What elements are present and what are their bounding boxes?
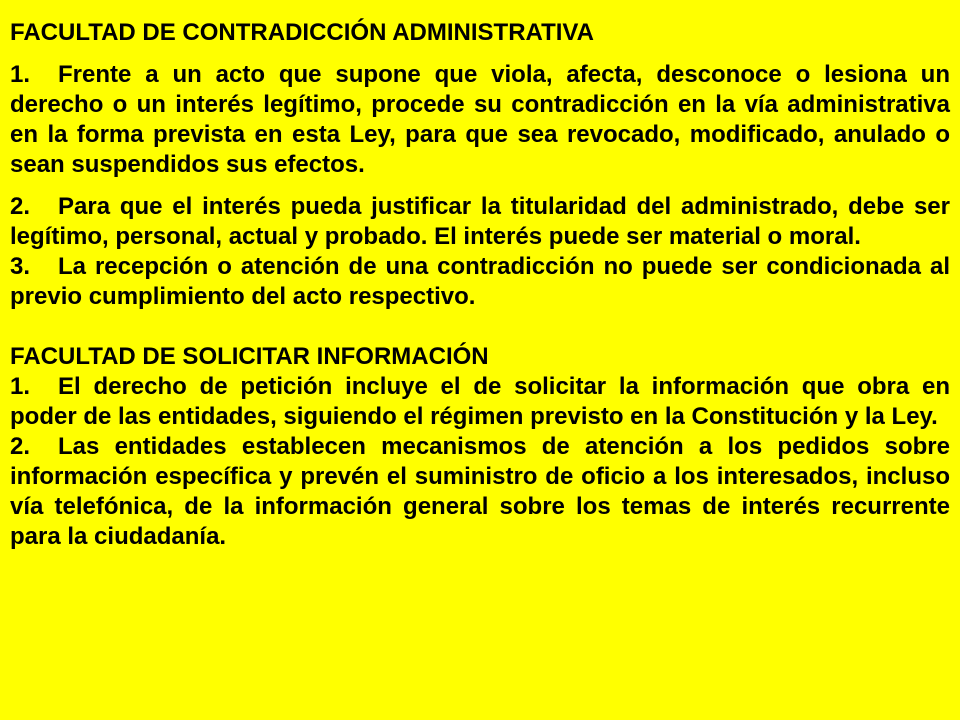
item-text: La recepción o atención de una contradicción no puede ser condicionada al previo cumplimiento del acto respectivo. (10, 253, 950, 310)
section-1-item-2 (10, 192, 950, 252)
spacer (10, 180, 950, 192)
section-2-title: FACULTAD DE SOLICITAR INFORMACIÓN (10, 343, 489, 370)
section-1-title: FACULTAD DE CONTRADICCIÓN ADMINISTRATIVA (10, 19, 594, 46)
item-number: 3. (10, 253, 31, 280)
spacer (10, 48, 950, 60)
spacer (10, 312, 950, 342)
item-text: Para que el interés pueda justificar la titularidad del administrado, debe ser legítimo, personal, actual y probado. El interés puede ser material o moral. (10, 193, 950, 250)
item-text: Frente a un acto que supone que viola, afecta, desconoce o lesiona un derecho o un interés legítimo, procede su contradicción en la vía administrativa en la forma prevista en esta Ley, para que sea revocado, modificado, anulado o sean suspendidos sus efectos. (10, 61, 950, 178)
section-1-item-3 (10, 252, 950, 312)
item-number: 1. (10, 61, 31, 88)
item-text: El derecho de petición incluye el de solicitar la información que obra en poder de las entidades, siguiendo el régimen previsto en la Constitución y la Ley. (10, 373, 950, 430)
item-text: Las entidades establecen mecanismos de atención a los pedidos sobre información específica y prevén el suministro de oficio a los interesados, incluso vía telefónica, de la información general sobre los temas de interés recurrente para la ciudadanía. (10, 433, 950, 550)
item-number: 1. (10, 373, 31, 400)
item-number: 2. (10, 433, 31, 460)
item-number: 2. (10, 193, 31, 220)
section-2-item-2 (10, 432, 950, 552)
section-1-item-1 (10, 60, 950, 180)
section-2-item-1 (10, 372, 950, 432)
